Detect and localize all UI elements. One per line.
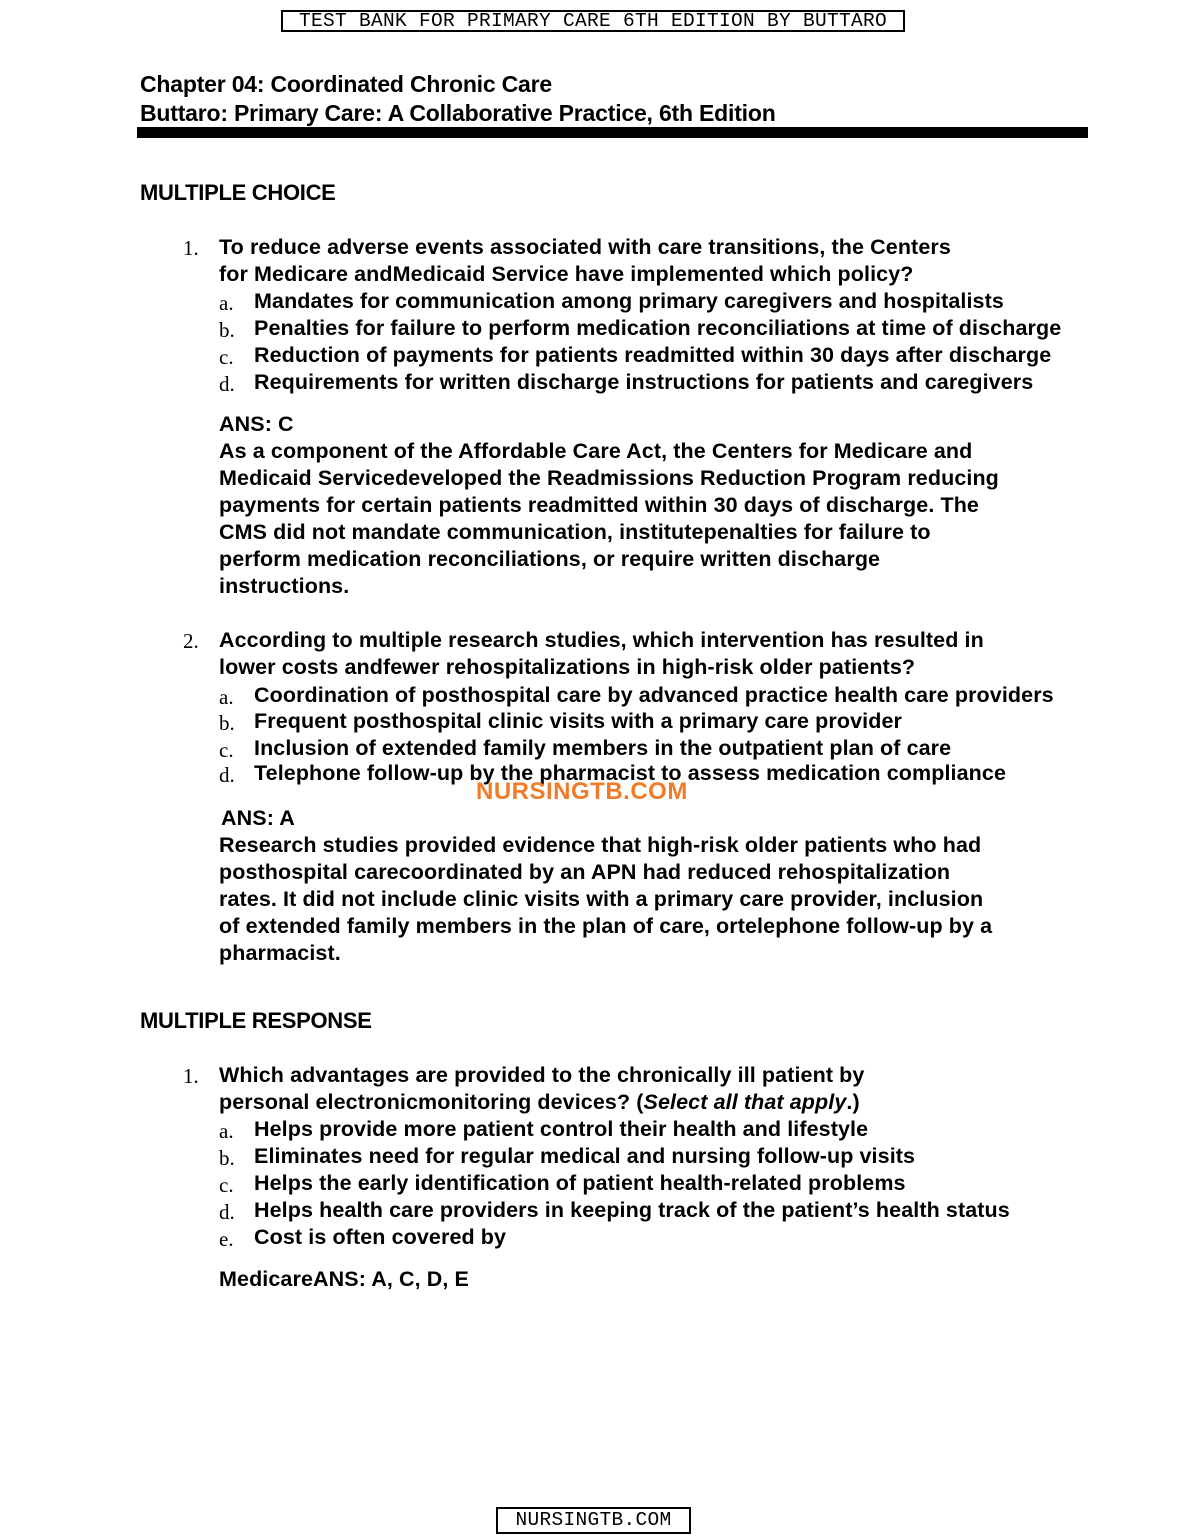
- answer-key: ANS: C: [219, 412, 294, 436]
- option-letter: b.: [219, 711, 235, 735]
- question-number: 2.: [183, 629, 199, 653]
- option-letter: a.: [219, 685, 234, 709]
- option-letter: c.: [219, 738, 234, 762]
- answer-key: MedicareANS: A, C, D, E: [219, 1267, 470, 1291]
- question-stem-line2: [219, 1089, 860, 1116]
- question-stem: Which advantages are provided to the chronically ill patient by: [219, 1063, 865, 1087]
- option-letter: a.: [219, 1119, 234, 1143]
- option-text: Frequent posthospital clinic visits with a primary care provider: [254, 709, 902, 733]
- section-heading-multiple-choice: MULTIPLE CHOICE: [140, 180, 336, 205]
- question-stem: for Medicare andMedicaid Service have implemented which policy?: [219, 262, 914, 286]
- option-text: Cost is often covered by: [254, 1225, 507, 1249]
- rationale-line: CMS did not mandate communication, institutepenalties for failure to: [219, 520, 931, 544]
- question-stem: To reduce adverse events associated with care transitions, the Centers: [219, 235, 951, 259]
- option-text: Mandates for communication among primary caregivers and hospitalists: [254, 289, 1004, 313]
- rationale-line: As a component of the Affordable Care Act, the Centers for Medicare and: [219, 439, 973, 463]
- option-text: Coordination of posthospital care by advanced practice health care providers: [254, 683, 1054, 707]
- option-letter: b.: [219, 318, 235, 342]
- option-text: Requirements for written discharge instructions for patients and caregivers: [254, 370, 1034, 394]
- option-text: Eliminates need for regular medical and nursing follow-up visits: [254, 1144, 916, 1168]
- option-letter: c.: [219, 1173, 234, 1197]
- rationale-line: pharmacist.: [219, 941, 341, 965]
- answer-key: ANS: A: [221, 806, 295, 830]
- book-title-line: Buttaro: Primary Care: A Collaborative Practice, 6th Edition: [140, 100, 776, 126]
- option-text: Inclusion of extended family members in the outpatient plan of care: [254, 736, 952, 760]
- option-letter: d.: [219, 763, 235, 787]
- option-letter: c.: [219, 345, 234, 369]
- select-all-instruction: Select all that apply: [643, 1090, 847, 1114]
- header-banner: TEST BANK FOR PRIMARY CARE 6TH EDITION BY BUTTARO: [281, 10, 905, 32]
- rationale-line: instructions.: [219, 574, 350, 598]
- option-letter: d.: [219, 1200, 235, 1224]
- rationale-line: rates. It did not include clinic visits with a primary care provider, inclusion: [219, 887, 984, 911]
- rationale-line: Medicaid Servicedeveloped the Readmissions Reduction Program reducing: [219, 466, 999, 490]
- question-number: 1.: [183, 1064, 199, 1088]
- option-text: Helps health care providers in keeping track of the patient’s health status: [254, 1198, 1010, 1222]
- question-stem: According to multiple research studies, which intervention has resulted in: [219, 628, 984, 652]
- option-text: Penalties for failure to perform medication reconciliations at time of discharge: [254, 316, 1062, 340]
- rationale-line: posthospital carecoordinated by an APN had reduced rehospitalization: [219, 860, 951, 884]
- section-heading-multiple-response: MULTIPLE RESPONSE: [140, 1008, 372, 1033]
- title-divider: [137, 127, 1088, 138]
- watermark-text: NURSINGTB.COM: [476, 778, 688, 805]
- question-number: 1.: [183, 236, 199, 260]
- rationale-line: perform medication reconciliations, or require written discharge: [219, 547, 881, 571]
- rationale-line: Research studies provided evidence that high-risk older patients who had: [219, 833, 982, 857]
- question-stem: lower costs andfewer rehospitalizations in high-risk older patients?: [219, 655, 916, 679]
- stem-prefix: personal electronicmonitoring devices? (: [219, 1090, 644, 1114]
- stem-suffix: .): [846, 1090, 860, 1114]
- option-letter: a.: [219, 291, 234, 315]
- option-text: Telephone follow-up by the pharmacist to assess medication compliance: [254, 761, 1006, 785]
- footer-site-link[interactable]: NURSINGTB.COM: [496, 1507, 691, 1534]
- option-text: Helps provide more patient control their health and lifestyle: [254, 1117, 869, 1141]
- option-text: Helps the early identification of patient health-related problems: [254, 1171, 906, 1195]
- option-letter: e.: [219, 1227, 234, 1251]
- option-letter: b.: [219, 1146, 235, 1170]
- chapter-title-line: Chapter 04: Coordinated Chronic Care: [140, 71, 552, 97]
- rationale-line: payments for certain patients readmitted within 30 days of discharge. The: [219, 493, 979, 517]
- option-text: Reduction of payments for patients readmitted within 30 days after discharge: [254, 343, 1052, 367]
- option-letter: d.: [219, 372, 235, 396]
- rationale-line: of extended family members in the plan of care, ortelephone follow-up by a: [219, 914, 993, 938]
- chapter-title: [140, 70, 776, 128]
